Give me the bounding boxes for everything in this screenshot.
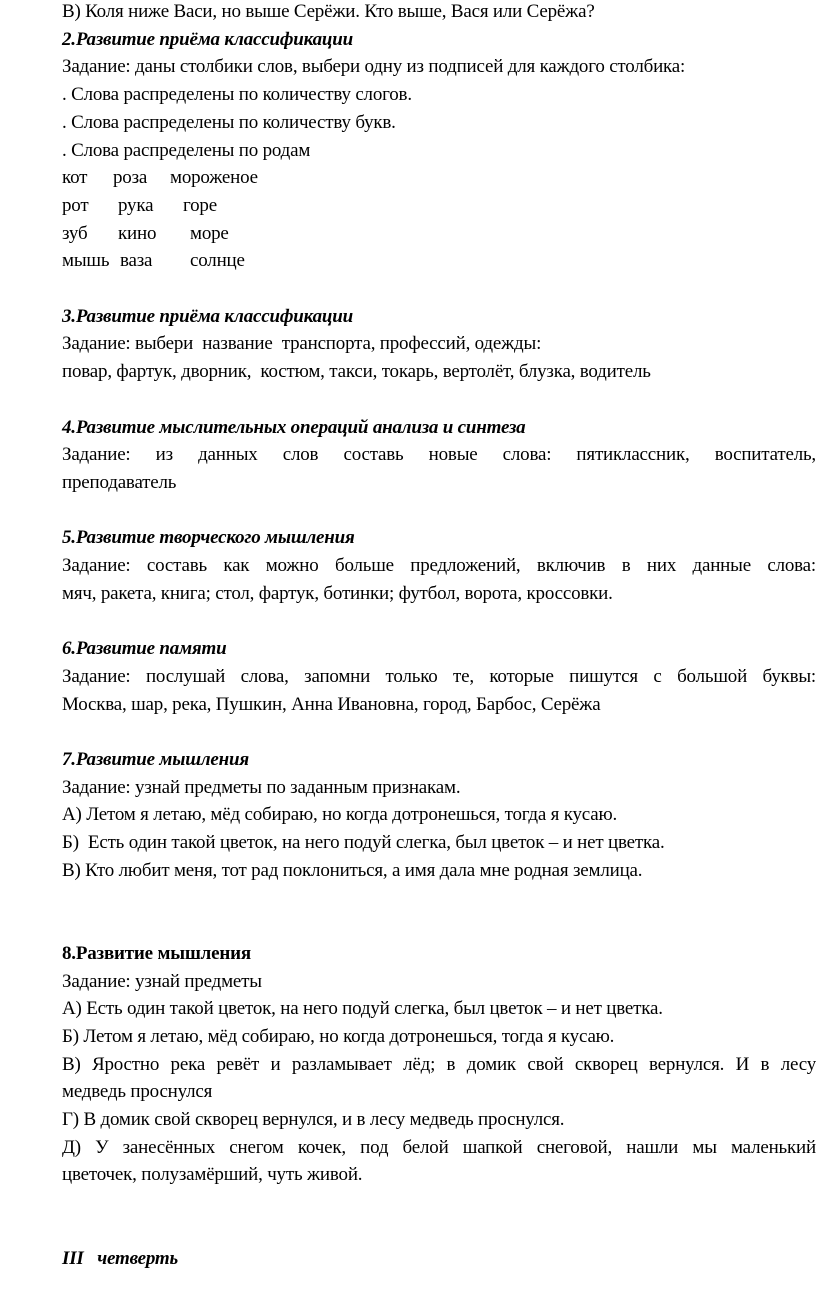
section-6-task: Задание: послушай слова, запомни только те, которые пишутся с большой буквы: bbox=[62, 665, 816, 687]
quarter-heading: III четверть bbox=[62, 1247, 178, 1269]
word: рука bbox=[118, 194, 154, 216]
section-8-task: Задание: узнай предметы bbox=[62, 970, 262, 992]
word: кот bbox=[62, 167, 88, 189]
word: мышь bbox=[62, 250, 110, 272]
section-5-task: Задание: составь как можно больше предложений, включив в них данные слова: bbox=[62, 555, 816, 576]
word: море bbox=[190, 222, 229, 244]
word: рот bbox=[62, 194, 89, 216]
word: солнце bbox=[190, 250, 245, 272]
word: мороженое bbox=[170, 167, 258, 189]
riddle: Б) Летом я летаю, мёд собираю, но когда дотронешься, тогда я кусаю. bbox=[62, 1025, 615, 1047]
section-3-task: Задание: выбери название транспорта, профессий, одежды: bbox=[62, 333, 542, 355]
riddle: Б) Есть один такой цветок, на него подуй слегка, был цветок – и нет цветка. bbox=[62, 832, 665, 853]
word: кино bbox=[118, 222, 157, 244]
word: зуб bbox=[62, 222, 88, 244]
section-4-title: 4.Развитие мыслительных операций анализа и синтеза bbox=[62, 416, 526, 438]
section-5-words: мяч, ракета, книга; стол, фартук, ботинки; футбол, ворота, кроссовки. bbox=[62, 582, 613, 604]
riddle: А) Есть один такой цветок, на него подуй слегка, был цветок – и нет цветка. bbox=[62, 998, 663, 1020]
riddle: Д) У занесённых снегом кочек, под белой шапкой снеговой, нашли мы маленький bbox=[62, 1136, 816, 1158]
section-4-task-cont: преподаватель bbox=[62, 471, 177, 493]
riddle: В) Кто любит меня, тот рад поклониться, а имя дала мне родная землица. bbox=[62, 859, 643, 881]
word: ваза bbox=[120, 250, 153, 272]
word: роза bbox=[113, 167, 148, 189]
riddle-cont: медведь проснулся bbox=[62, 1081, 213, 1103]
word-row bbox=[62, 192, 816, 220]
section-8-title: 8.Развитие мышления bbox=[62, 942, 251, 964]
riddle-cont: цветочек, полузамёрший, чуть живой. bbox=[62, 1164, 363, 1186]
section-2-title: 2.Развитие приёма классификации bbox=[62, 28, 353, 50]
word: горе bbox=[183, 194, 217, 216]
section-7-task: Задание: узнай предметы по заданным признакам. bbox=[62, 776, 461, 798]
section-4-task: Задание: из данных слов составь новые слова: пятиклассник, воспитатель, bbox=[62, 444, 816, 466]
section-3-words: повар, фартук, дворник, костюм, такси, токарь, вертолёт, блузка, водитель bbox=[62, 361, 651, 383]
word-row bbox=[62, 220, 816, 248]
section-6-title: 6.Развитие памяти bbox=[62, 638, 227, 660]
section-3-title: 3.Развитие приёма классификации bbox=[62, 305, 353, 327]
intro-line: В) Коля ниже Васи, но выше Серёжи. Кто выше, Вася или Серёжа? bbox=[62, 1, 595, 22]
section-2-task: Задание: даны столбики слов, выбери одну из подписей для каждого столбика: bbox=[62, 56, 686, 78]
option: . Слова распределены по количеству слогов. bbox=[62, 84, 412, 106]
riddle: А) Летом я летаю, мёд собираю, но когда дотронешься, тогда я кусаю. bbox=[62, 804, 618, 826]
option: . Слова распределены по количеству букв. bbox=[62, 111, 396, 133]
word-row bbox=[62, 164, 816, 192]
word-row bbox=[62, 247, 816, 275]
riddle: В) Яростно река ревёт и разламывает лёд; в домик свой скворец вернулся. И в лесу bbox=[62, 1053, 816, 1075]
section-6-words: Москва, шар, река, Пушкин, Анна Ивановна, город, Барбос, Серёжа bbox=[62, 693, 601, 715]
section-5-title: 5.Развитие творческого мышления bbox=[62, 527, 355, 549]
option: . Слова распределены по родам bbox=[62, 139, 311, 161]
riddle: Г) В домик свой скворец вернулся, и в лесу медведь проснулся. bbox=[62, 1109, 565, 1130]
section-7-title: 7.Развитие мышления bbox=[62, 748, 249, 770]
